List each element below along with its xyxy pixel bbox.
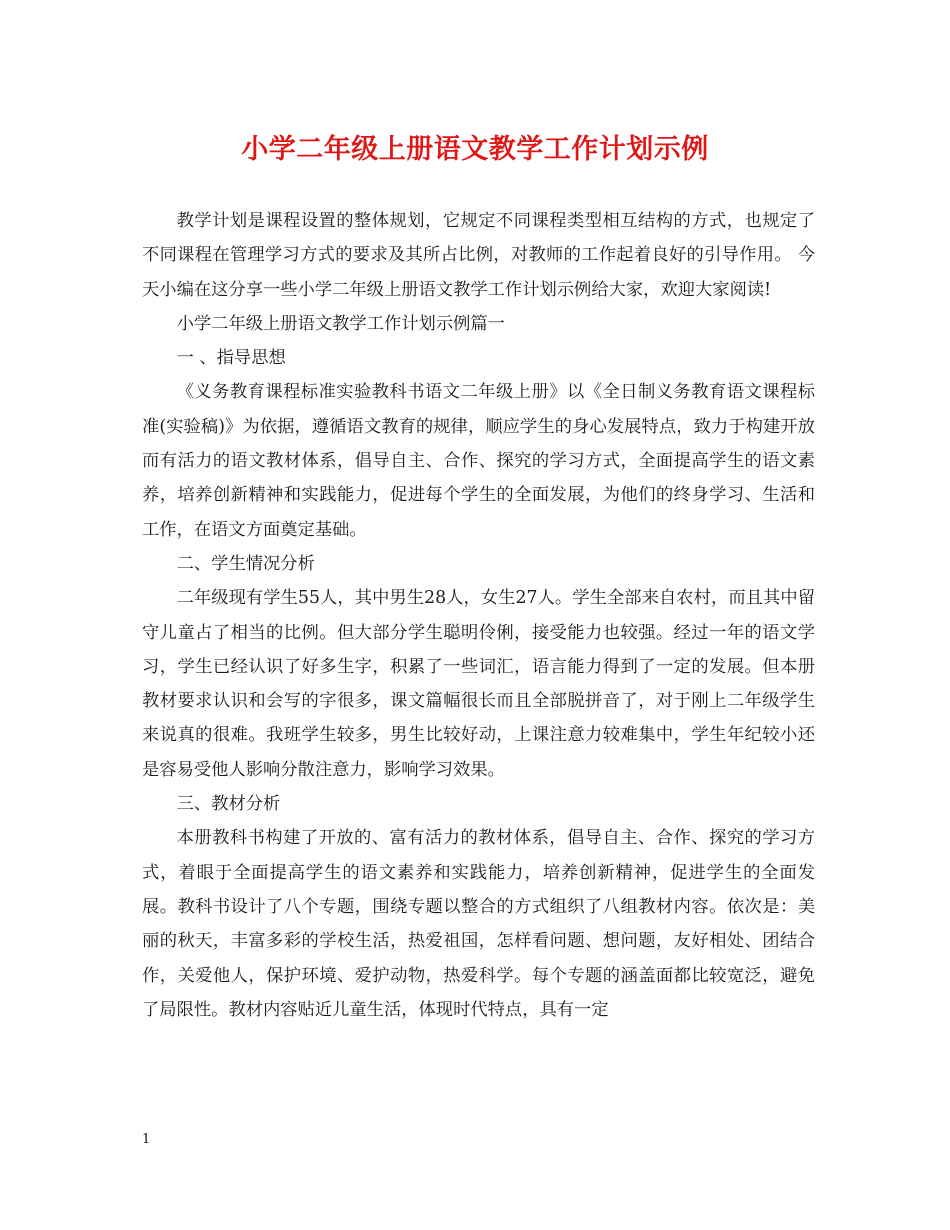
intro-paragraph: 教学计划是课程设置的整体规划，它规定不同课程类型相互结构的方式，也规定了不同课程在管理学习方式的要求及其所占比例，对教师的工作起着良好的引导作用。 今天小编在这分享一些小学二年级上册语文教学工作计划示例给大家，欢迎大家阅读! bbox=[142, 211, 815, 300]
section-heading-example-one: 小学二年级上册语文教学工作计划示例篇一 bbox=[176, 313, 505, 334]
guiding-thought-paragraph: 《义务教育课程标准实验教科书语文二年级上册》以《全日制义务教育语文课程标准(实验稿)》为依据，遵循语文教育的规律，顺应学生的身心发展特点，致力于构建开放而有活力的语文教材体系，倡导自主、合作、探究的学习方式，全面提高学生的语文素养，培养创新精神和实践能力，促进每个学生的全面发展，为他们的终身学习、生活和工作，在语文方面奠定基础。 bbox=[142, 382, 815, 540]
textbook-analysis-paragraph: 本册教科书构建了开放的、富有活力的教材体系，倡导自主、合作、探究的学习方式，着眼于全面提高学生的语文素养和实践能力，培养创新精神，促进学生的全面发展。教科书设计了八个专题，围绕专题以整合的方式组织了八组教材内容。依次是：美丽的秋天，丰富多彩的学校生活，热爱祖国，怎样看问题、想问题，友好相处、团结合作，关爱他人，保护环境、爱护动物，热爱科学。每个专题的涵盖面都比较宽泛，避免了局限性。教材内容贴近儿童生活，体现时代特点，具有一定 bbox=[142, 828, 815, 1020]
document-title: 小学二年级上册语文教学工作计划示例 bbox=[241, 134, 709, 165]
section-heading-textbook-analysis: 三、教材分析 bbox=[176, 794, 281, 815]
document-body bbox=[142, 204, 815, 1027]
student-analysis-paragraph: 二年级现有学生55人，其中男生28人，女生27人。学生全部来自农村，而且其中留守儿童占了相当的比例。但大部分学生聪明伶俐，接受能力也较强。经过一年的语文学习，学生已经认识了好多生字，积累了一些词汇，语言能力得到了一定的发展。但本册教材要求认识和会写的字很多，课文篇幅很长而且全部脱拼音了，对于刚上二年级学生来说真的很难。我班学生较多，男生比较好动，上课注意力较难集中，学生年纪较小还是容易受他人影响分散注意力，影响学习效果。 bbox=[142, 588, 815, 780]
section-heading-student-analysis: 二、学生情况分析 bbox=[176, 553, 315, 574]
page-number: 1 bbox=[142, 1132, 151, 1147]
section-heading-guiding-thought: 一 、指导思想 bbox=[176, 348, 286, 369]
